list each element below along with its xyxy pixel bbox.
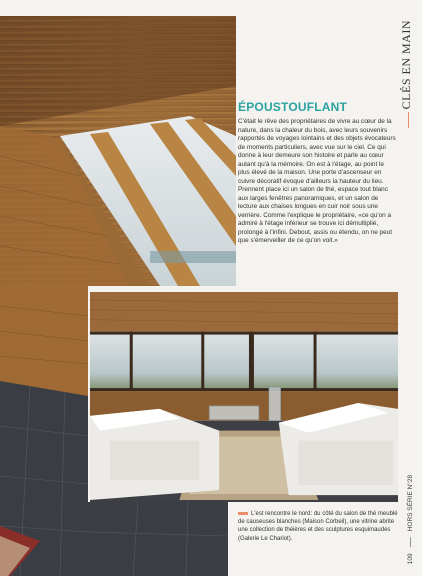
- section-rule: [408, 112, 409, 128]
- attic-skylight-photo: [0, 16, 236, 286]
- article-block: [238, 100, 396, 246]
- page-number: 109: [407, 553, 414, 564]
- photo-caption: [238, 510, 398, 543]
- section-label: CLÉS EN MAIN: [399, 20, 413, 110]
- issue-label: HORS SÉRIE N°28: [407, 474, 414, 532]
- wood-wall-floor-photo: [0, 286, 88, 576]
- folio: [407, 475, 414, 564]
- caption-marker: [238, 512, 248, 515]
- folio-divider: [410, 537, 411, 547]
- article-headline: ÉPOUSTOUFLANT: [238, 100, 348, 114]
- tea-salon-photo: [88, 290, 398, 502]
- caption-text: L'est rencontre le nord: du côté du salon de thé meublé de causeuses blanches (Maison Corbeil), une vitrine abrite une collection de théières et des sculptures esquimaudes (Galerie Le Chariot).: [238, 511, 398, 542]
- article-body: C'était le rêve des propriétaires de vivre au cœur de la nature, dans la chaleur du bois, avec leurs souvenirs rapportés de voyages lointains et des objets évocateurs de moments particuliers, avec vue sur le ciel. Ce qui donne à leur demeure son histoire et parle au cœur autant qu'à la mémoire. On est à l'étage, au point le plus élevé de la maison. Une porte d'ascenseur en cuivre décoratif évoque d'ailleurs la hauteur du lieu. Prennent place ici un salon de thé, espace tout blanc aux larges fenêtres panoramiques, et un salon de lecture aux chaises longues en cuir noir sous une verrière. Comme l'explique le propriétaire, «ce qu'on a admiré à l'étage inférieur se trouve ici démultiplié, prolongé à l'infini. Debout, assis ou étendu, on ne peut que s'émerveiller de ce qu'on voit.»: [238, 118, 396, 244]
- floor-photo: [88, 502, 228, 576]
